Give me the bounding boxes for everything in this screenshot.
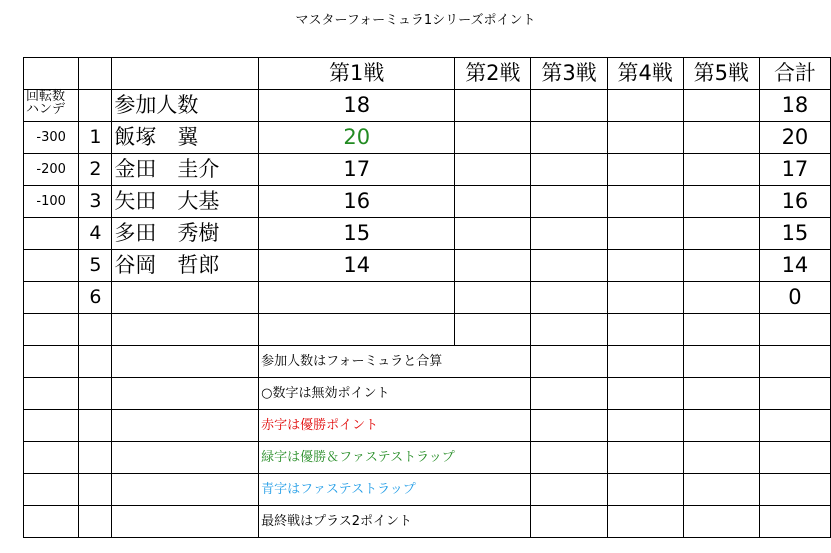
note-row	[24, 346, 831, 378]
blank-cell	[759, 442, 830, 474]
driver-row	[24, 154, 831, 186]
race1-points: 20	[259, 122, 455, 154]
blank-cell	[683, 90, 759, 122]
blank-cell	[112, 346, 259, 378]
blank-cell	[531, 314, 607, 346]
blank-cell	[79, 378, 112, 410]
blank-cell	[79, 506, 112, 538]
race4-points	[607, 186, 683, 218]
driver-number: 2	[79, 154, 112, 186]
driver-row	[24, 250, 831, 282]
driver-name: 矢田 大基	[112, 186, 259, 218]
blank-cell	[607, 410, 683, 442]
race4-points	[607, 122, 683, 154]
header-blank-cell	[79, 58, 112, 90]
blank-cell	[607, 442, 683, 474]
driver-row	[24, 122, 831, 154]
handicap-cell: -200	[24, 154, 79, 186]
blank-cell	[759, 474, 830, 506]
blank-cell	[607, 378, 683, 410]
race5-points	[683, 218, 759, 250]
total-points: 15	[759, 218, 830, 250]
note-text: 参加人数はフォーミュラと合算	[259, 346, 455, 378]
driver-row	[24, 282, 831, 314]
race2-points	[455, 154, 531, 186]
blank-cell	[24, 410, 79, 442]
blank-cell	[24, 506, 79, 538]
race1-points: 16	[259, 186, 455, 218]
race2-points	[455, 282, 531, 314]
race4-points	[607, 282, 683, 314]
race4-points	[607, 218, 683, 250]
header-row	[24, 58, 831, 90]
empty-row	[24, 314, 831, 346]
total-points: 17	[759, 154, 830, 186]
blank-cell	[607, 90, 683, 122]
note-overflow-cell	[455, 378, 531, 410]
driver-number: 4	[79, 218, 112, 250]
note-text: ○数字は無効ポイント	[259, 378, 455, 410]
race2-points	[455, 122, 531, 154]
note-text: 青字はファステストラップ	[259, 474, 455, 506]
race1-points: 17	[259, 154, 455, 186]
driver-number: 3	[79, 186, 112, 218]
participants-row	[24, 90, 831, 122]
race2-points	[455, 218, 531, 250]
driver-name: 谷岡 哲郎	[112, 250, 259, 282]
blank-cell	[531, 442, 607, 474]
handicap-cell: -300	[24, 122, 79, 154]
race3-points	[531, 122, 607, 154]
race5-points	[683, 250, 759, 282]
driver-name: 金田 圭介	[112, 154, 259, 186]
blank-cell	[24, 314, 79, 346]
handicap-cell	[24, 218, 79, 250]
race4-points	[607, 154, 683, 186]
race3-points	[531, 154, 607, 186]
blank-cell	[79, 90, 112, 122]
blank-cell	[607, 506, 683, 538]
blank-cell	[683, 314, 759, 346]
blank-cell	[683, 378, 759, 410]
header-race2: 第2戦	[455, 58, 531, 90]
participants-label: 参加人数	[112, 90, 259, 122]
header-blank-cell	[112, 58, 259, 90]
race1-points: 14	[259, 250, 455, 282]
handicap-caption-line2: ハンデ	[26, 102, 66, 117]
race5-points	[683, 122, 759, 154]
race3-points	[531, 282, 607, 314]
blank-cell	[79, 346, 112, 378]
note-row	[24, 378, 831, 410]
blank-cell	[112, 314, 259, 346]
race2-points	[455, 186, 531, 218]
race3-points	[531, 250, 607, 282]
driver-name	[112, 282, 259, 314]
blank-cell	[607, 346, 683, 378]
note-overflow-cell	[455, 442, 531, 474]
driver-name: 飯塚 翼	[112, 122, 259, 154]
blank-cell	[683, 346, 759, 378]
race3-points	[531, 218, 607, 250]
race1-points: 15	[259, 218, 455, 250]
note-row	[24, 410, 831, 442]
race4-points	[607, 250, 683, 282]
total-points: 16	[759, 186, 830, 218]
blank-cell	[531, 474, 607, 506]
race3-points	[531, 186, 607, 218]
note-overflow-cell	[455, 506, 531, 538]
note-row	[24, 506, 831, 538]
note-row	[24, 474, 831, 506]
header-total: 合計	[759, 58, 830, 90]
blank-cell	[531, 410, 607, 442]
total-points: 14	[759, 250, 830, 282]
blank-cell	[607, 474, 683, 506]
note-row	[24, 442, 831, 474]
blank-cell	[759, 378, 830, 410]
blank-cell	[531, 90, 607, 122]
blank-cell	[531, 346, 607, 378]
blank-cell	[79, 474, 112, 506]
handicap-cell	[24, 250, 79, 282]
header-blank-cell	[24, 58, 79, 90]
blank-cell	[112, 442, 259, 474]
blank-cell	[112, 474, 259, 506]
race5-points	[683, 154, 759, 186]
handicap-cell: -100	[24, 186, 79, 218]
blank-cell	[683, 410, 759, 442]
header-race4: 第4戦	[607, 58, 683, 90]
handicap-caption-line1: 回転数	[26, 89, 66, 104]
driver-name: 多田 秀樹	[112, 218, 259, 250]
blank-cell	[607, 314, 683, 346]
sheet-title: マスターフォーミュラ1シリーズポイント	[295, 13, 536, 28]
driver-row	[24, 186, 831, 218]
note-overflow-cell	[455, 346, 531, 378]
blank-cell	[79, 314, 112, 346]
blank-cell	[759, 506, 830, 538]
driver-number: 1	[79, 122, 112, 154]
blank-cell	[79, 410, 112, 442]
blank-cell	[79, 442, 112, 474]
blank-cell	[112, 410, 259, 442]
race1-points	[259, 282, 455, 314]
blank-cell	[759, 346, 830, 378]
blank-cell	[683, 442, 759, 474]
race2-points	[455, 250, 531, 282]
race5-points	[683, 186, 759, 218]
participants-race1: 18	[259, 90, 455, 122]
driver-number: 5	[79, 250, 112, 282]
total-points: 20	[759, 122, 830, 154]
blank-cell	[455, 314, 531, 346]
total-points: 0	[759, 282, 830, 314]
participants-total: 18	[759, 90, 830, 122]
blank-cell	[531, 506, 607, 538]
handicap-caption	[24, 90, 79, 122]
note-text: 緑字は優勝＆ファステストラップ	[259, 442, 455, 474]
blank-cell	[112, 506, 259, 538]
header-race5: 第5戦	[683, 58, 759, 90]
race5-points	[683, 282, 759, 314]
blank-cell	[259, 314, 455, 346]
header-race3: 第3戦	[531, 58, 607, 90]
header-race1: 第1戦	[259, 58, 455, 90]
note-overflow-cell	[455, 410, 531, 442]
blank-cell	[531, 378, 607, 410]
points-table	[23, 57, 831, 538]
blank-cell	[24, 346, 79, 378]
blank-cell	[455, 90, 531, 122]
blank-cell	[683, 474, 759, 506]
note-overflow-cell	[455, 474, 531, 506]
blank-cell	[112, 378, 259, 410]
blank-cell	[24, 442, 79, 474]
blank-cell	[759, 314, 830, 346]
note-text: 最終戦はプラス2ポイント	[259, 506, 455, 538]
blank-cell	[24, 474, 79, 506]
driver-number: 6	[79, 282, 112, 314]
blank-cell	[683, 506, 759, 538]
driver-row	[24, 218, 831, 250]
blank-cell	[759, 410, 830, 442]
handicap-cell	[24, 282, 79, 314]
note-text: 赤字は優勝ポイント	[259, 410, 455, 442]
blank-cell	[24, 378, 79, 410]
